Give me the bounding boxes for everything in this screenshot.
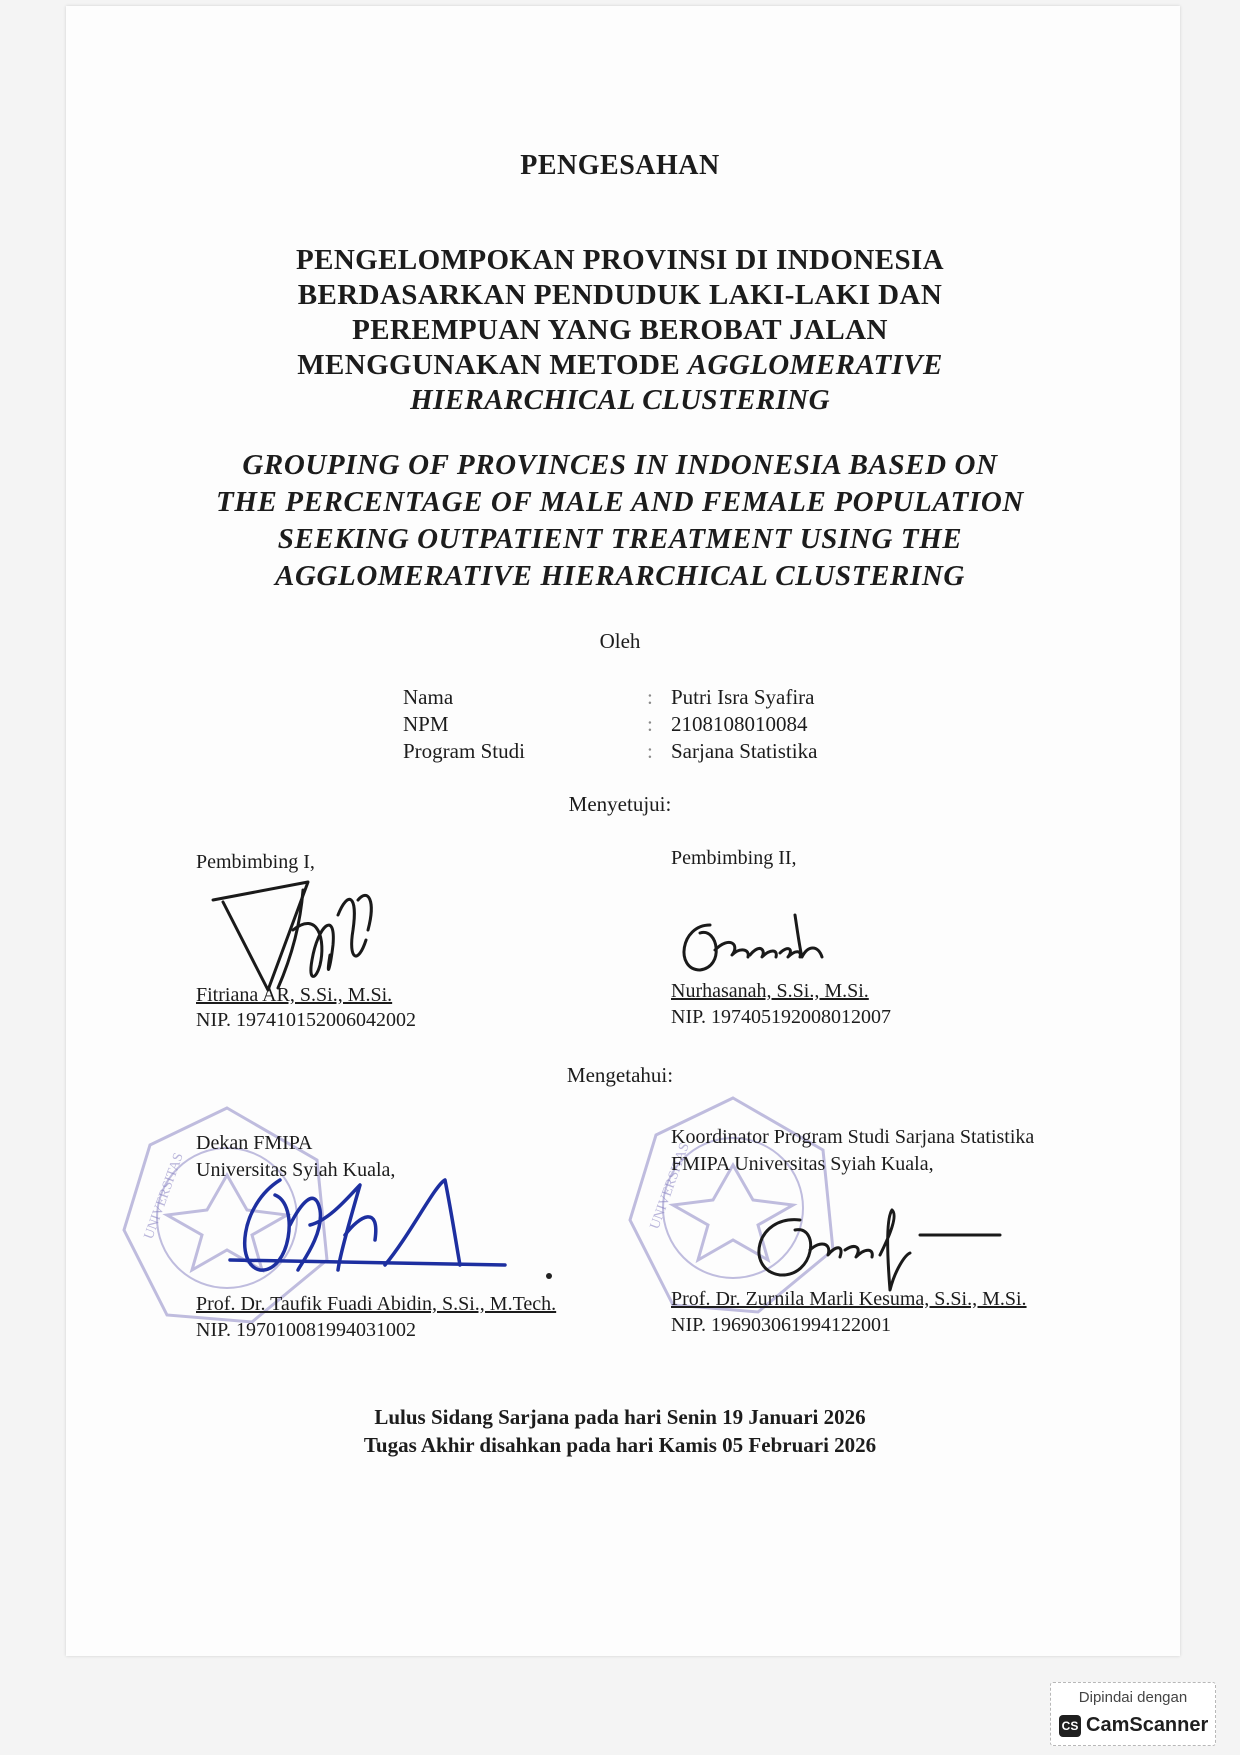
title-en-line-2: THE PERCENTAGE OF MALE AND FEMALE POPULATION	[216, 486, 1024, 518]
dean-nip: NIP. 197010081994031002	[196, 1319, 417, 1341]
advisor2-role: Pembimbing II,	[671, 847, 797, 869]
camscanner-logo-icon: CS	[1059, 1715, 1081, 1737]
title-id-line-2: BERDASARKAN PENDUDUK LAKI-LAKI DAN	[297, 279, 943, 311]
coordinator-signature	[740, 1195, 1010, 1300]
dean-role-line-2: Universitas Syiah Kuala,	[196, 1159, 396, 1181]
advisor2-name: Nurhasanah, S.Si., M.Si.	[671, 980, 869, 1002]
dean-name: Prof. Dr. Taufik Fuadi Abidin, S.Si., M.Tech.	[196, 1293, 557, 1315]
student-separators	[647, 684, 653, 765]
advisor1-role: Pembimbing I,	[196, 851, 315, 873]
npm-label: NPM	[403, 712, 449, 736]
title-id-line-5: HIERARCHICAL CLUSTERING	[410, 384, 830, 416]
title-english	[0, 447, 1240, 595]
graduation-line: Lulus Sidang Sarjana pada hari Senin 19 Januari 2026	[374, 1405, 866, 1429]
title-indonesian	[0, 243, 1240, 418]
ink-dot	[546, 1273, 552, 1279]
title-id-line-4-prefix: MENGGUNAKAN METODE	[297, 349, 688, 381]
title-id-line-3: PEREMPUAN YANG BEROBAT JALAN	[352, 314, 888, 346]
title-id-line-4-italic: AGGLOMERATIVE	[687, 349, 943, 381]
advisor2-nip: NIP. 197405192008012007	[671, 1006, 892, 1028]
acknowledged-label: Mengetahui:	[566, 1063, 674, 1087]
student-npm: 2108108010084	[671, 712, 808, 736]
program-label: Program Studi	[403, 739, 525, 763]
approval-date-line: Tugas Akhir disahkan pada hari Kamis 05 Februari 2026	[363, 1433, 877, 1457]
coordinator-role-line-1: Koordinator Program Studi Sarjana Statistika	[671, 1126, 1035, 1148]
camscanner-badge	[1050, 1682, 1216, 1746]
name-label: Nama	[403, 685, 454, 709]
advisor1-nip: NIP. 197410152006042002	[196, 1009, 417, 1031]
advisor2-signature	[670, 905, 840, 985]
student-program: Sarjana Statistika	[671, 739, 818, 763]
footer-text	[0, 1403, 1240, 1459]
stamp-text-left: UNIVERSITAS	[141, 1151, 187, 1242]
coordinator-role-line-2: FMIPA Universitas Syiah Kuala,	[671, 1153, 934, 1175]
title-en-line-3: SEEKING OUTPATIENT TREATMENT USING THE	[277, 523, 963, 555]
coordinator-nip: NIP. 196903061994122001	[671, 1314, 892, 1336]
coordinator-name: Prof. Dr. Zurnila Marli Kesuma, S.Si., M.Si.	[671, 1288, 1027, 1310]
title-en-line-1: GROUPING OF PROVINCES IN INDONESIA BASED ON	[242, 449, 998, 481]
npm-separator: :	[647, 712, 653, 736]
dean-signature	[220, 1165, 520, 1285]
scanner-caption: Dipindai dengan	[1078, 1689, 1188, 1706]
stamp-text-right: UNIVERSITAS	[647, 1141, 693, 1232]
page-heading: PENGESAHAN	[520, 150, 720, 181]
title-en-line-4: AGGLOMERATIVE HIERARCHICAL CLUSTERING	[275, 560, 965, 592]
title-id-line-4	[0, 348, 1240, 383]
approved-label: Menyetujui:	[568, 792, 672, 816]
student-labels	[403, 684, 525, 765]
dean-role-line-1: Dekan FMIPA	[196, 1132, 313, 1154]
advisor1-signature	[208, 870, 398, 1000]
by-label: Oleh	[599, 629, 641, 653]
coordinator-role	[671, 1124, 1034, 1178]
program-separator: :	[647, 739, 653, 763]
student-name: Putri Isra Syafira	[671, 685, 815, 709]
name-separator: :	[647, 685, 653, 709]
scanner-app-name: CamScanner	[1086, 1714, 1209, 1736]
title-id-line-1: PENGELOMPOKAN PROVINSI DI INDONESIA	[295, 244, 945, 276]
student-values	[671, 684, 817, 765]
advisor1-name: Fitriana AR, S.Si., M.Si.	[196, 984, 393, 1006]
